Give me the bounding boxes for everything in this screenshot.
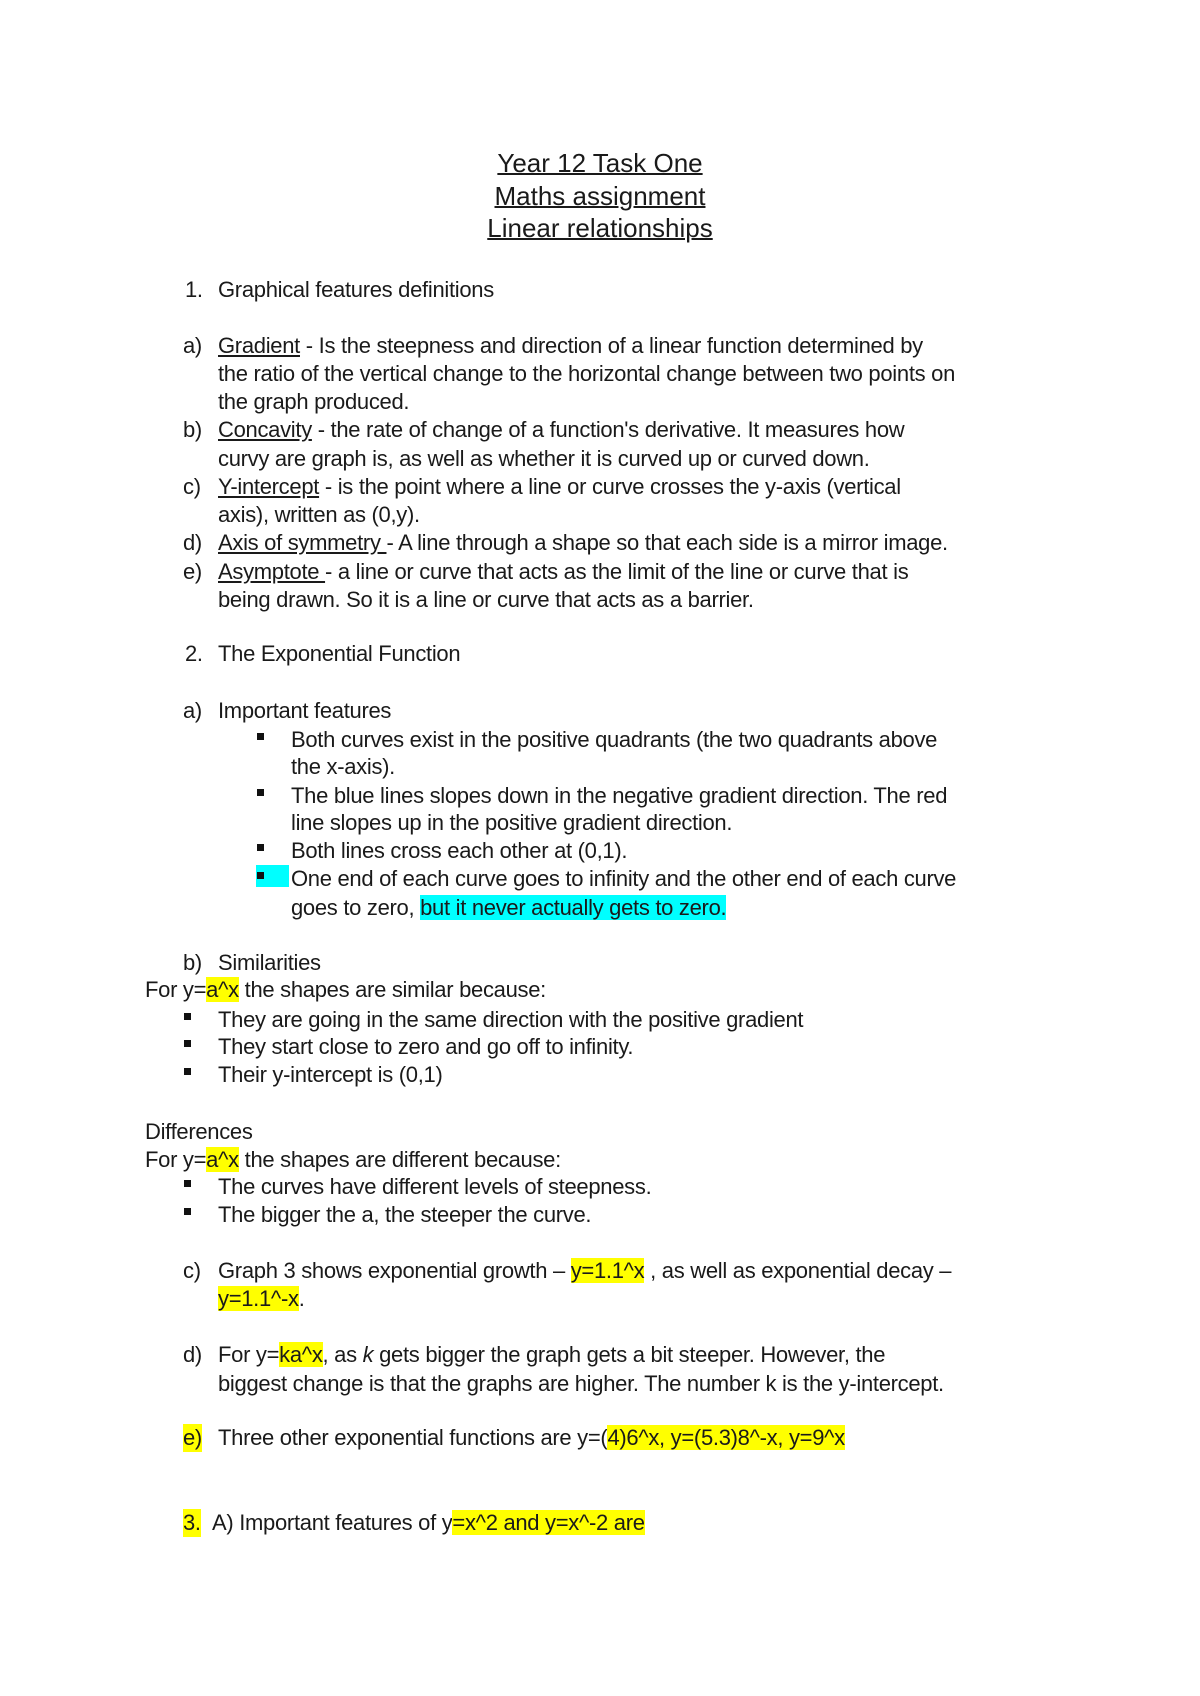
bullet-icon [184, 1068, 191, 1075]
subtitle-text: Maths assignment [494, 181, 706, 211]
bullet-icon [257, 872, 264, 879]
item-marker: b) [183, 950, 202, 975]
item-marker: b) [183, 417, 202, 442]
similarities-heading: Similarities [218, 950, 321, 975]
highlighted-text: but it never actually gets to zero. [420, 895, 727, 920]
text: goes to zero, [291, 895, 421, 920]
term: Axis of symmetry [218, 530, 387, 555]
section-3-text [212, 1509, 645, 1537]
definition-line: the ratio of the vertical change to the horizontal change between two points on [218, 361, 956, 386]
definition-line: the graph produced. [218, 389, 410, 414]
item-marker: a) [183, 333, 202, 358]
text: Three other exponential functions are y=( [218, 1425, 608, 1450]
definition-text: - a line or curve that acts as the limit of the line or curve that is [325, 559, 909, 584]
highlighted-text: 4)6^x, y=(5.3)8^-x, y=9^x [607, 1425, 845, 1450]
term: Asymptote [218, 559, 326, 584]
similarity-bullet-text: They are going in the same direction with the positive gradient [218, 1007, 804, 1032]
difference-bullet-text: The bigger the a, the steeper the curve. [218, 1202, 592, 1227]
definition-text: - the rate of change of a function's derivative. It measures how [311, 417, 905, 442]
text: the shapes are different because: [238, 1147, 561, 1172]
highlighted-text: y=1.1^x [570, 1258, 645, 1283]
definition-text: - is the point where a line or curve crosses the y-axis (vertical [319, 474, 901, 499]
definition-line: being drawn. So it is a line or curve that acts as a barrier. [218, 587, 754, 612]
term: Y-intercept [218, 474, 320, 499]
definition-line: curvy are graph is, as well as whether it is curved up or curved down. [218, 446, 870, 471]
difference-bullet-text: The curves have different levels of steepness. [218, 1174, 652, 1199]
similarity-bullet-text: Their y-intercept is (0,1) [218, 1062, 443, 1087]
text: , as well as exponential decay – [644, 1258, 952, 1283]
section-3-number: 3. [183, 1510, 201, 1535]
section-1-number: 1. [185, 277, 203, 302]
italic-k: k [362, 1342, 374, 1367]
feature-bullet-text [291, 894, 726, 922]
text: the shapes are similar because: [238, 977, 546, 1002]
highlighted-text: y=1.1^-x [218, 1286, 299, 1311]
highlighted-text: ka^x [279, 1342, 323, 1367]
section-1-heading: Graphical features definitions [218, 277, 494, 302]
bullet-icon [184, 1040, 191, 1047]
section-2-number: 2. [185, 641, 203, 666]
text: , as [322, 1342, 363, 1367]
definition-y-intercept [218, 473, 901, 501]
section-2-heading: The Exponential Function [218, 641, 461, 666]
item-marker: c) [183, 1258, 201, 1283]
item-e-text [218, 1424, 845, 1452]
bullet-icon [184, 1208, 191, 1215]
feature-bullet-text: One end of each curve goes to infinity and the other end of each curve [291, 866, 957, 891]
feature-bullet-text: line slopes up in the positive gradient direction. [291, 810, 733, 835]
highlighted-text: a^x [206, 977, 239, 1002]
definition-line: axis), written as (0,y). [218, 502, 420, 527]
item-marker: d) [183, 1342, 202, 1367]
title-text: Year 12 Task One [497, 148, 703, 178]
similarity-bullet-text: They start close to zero and go off to infinity. [218, 1034, 634, 1059]
feature-bullet-text: the x-axis). [291, 754, 395, 779]
definition-text: - A line through a shape so that each side is a mirror image. [386, 530, 948, 555]
text: For y= [145, 1147, 207, 1172]
definition-text: - Is the steepness and direction of a linear function determined by [299, 333, 923, 358]
title-line-2 [0, 180, 1200, 212]
item-marker: e) [183, 559, 202, 584]
important-features-heading: Important features [218, 698, 392, 723]
item-c-text [218, 1257, 951, 1285]
item-d-text [218, 1341, 885, 1369]
item-marker: a) [183, 698, 202, 723]
text: . [298, 1286, 305, 1311]
text: For y= [218, 1342, 280, 1367]
text: A) Important features of y [212, 1510, 453, 1535]
item-marker: d) [183, 530, 202, 555]
differences-heading: Differences [145, 1119, 253, 1144]
topic-text: Linear relationships [487, 213, 713, 243]
bullet-icon [257, 844, 264, 851]
definition-axis-of-symmetry [218, 529, 948, 557]
highlighted-text: =x^2 and y=x^-2 are [452, 1510, 645, 1535]
differences-intro [145, 1146, 561, 1174]
feature-bullet-text: Both curves exist in the positive quadrants (the two quadrants above [291, 727, 938, 752]
title-line-1 [0, 147, 1200, 179]
text: For y= [145, 977, 207, 1002]
term: Concavity [218, 417, 312, 442]
item-c-text-line-2 [218, 1285, 305, 1313]
bullet-icon [184, 1180, 191, 1187]
bullet-icon [257, 733, 264, 740]
bullet-icon [257, 789, 264, 796]
item-marker: e) [183, 1425, 202, 1450]
feature-bullet-text: The blue lines slopes down in the negative gradient direction. The red [291, 783, 948, 808]
text: Graph 3 shows exponential growth – [218, 1258, 571, 1283]
item-marker: c) [183, 474, 201, 499]
feature-bullet-text: Both lines cross each other at (0,1). [291, 838, 628, 863]
text: gets bigger the graph gets a bit steeper. However, the [373, 1342, 886, 1367]
term: Gradient [218, 333, 300, 358]
item-d-text-line-2: biggest change is that the graphs are higher. The number k is the y-intercept. [218, 1371, 944, 1396]
bullet-icon [184, 1013, 191, 1020]
definition-asymptote [218, 558, 908, 586]
definition-gradient [218, 332, 923, 360]
highlighted-text: a^x [206, 1147, 239, 1172]
definition-concavity [218, 416, 904, 444]
title-line-3 [0, 212, 1200, 244]
similarities-intro [145, 976, 546, 1004]
